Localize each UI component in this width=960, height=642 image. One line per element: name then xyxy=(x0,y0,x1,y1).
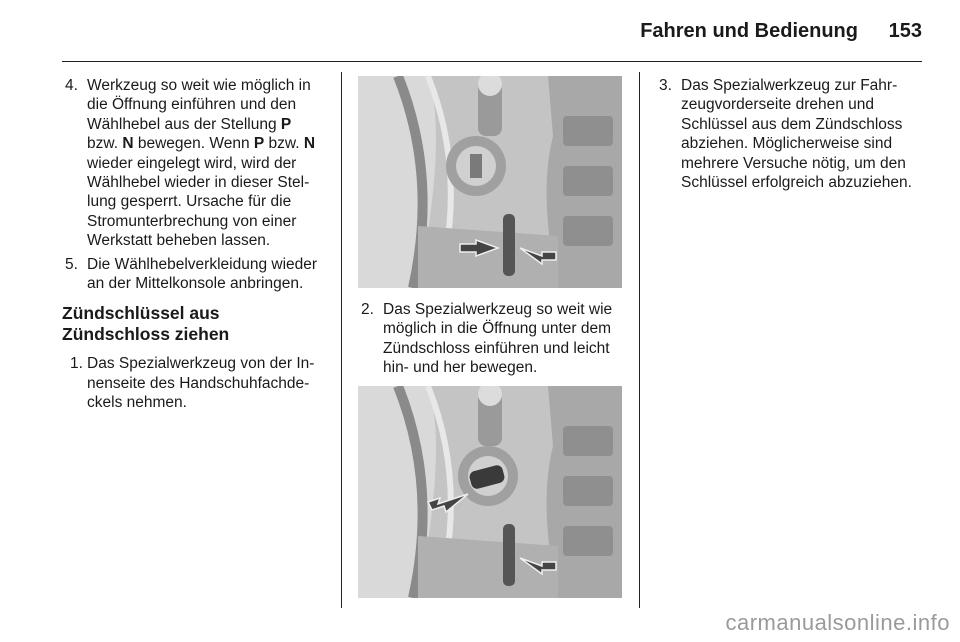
step-number: 5. xyxy=(65,255,78,273)
step-number: 3. xyxy=(659,77,672,94)
column-divider-1 xyxy=(341,72,342,608)
gear-position-p: P xyxy=(280,115,292,133)
step-3 xyxy=(656,76,922,192)
text-run: wieder eingelegt wird, wird der Wählhebel wieder in dieser Stellung gesperrt. Ursache für die Stromunterbrechung von einer Werkstatt beheben lassen. xyxy=(87,154,310,250)
step-text: Das Spezialwerkzeug so weit wie möglich in die Öffnung unter dem Zündschloss einführen und leicht hin- und her bewegen. xyxy=(383,301,613,377)
illustration-ignition-key-removal xyxy=(358,386,622,598)
step-text xyxy=(87,77,315,249)
text-run: bzw. xyxy=(264,135,304,153)
step-text: Das Spezialwerkzeug von der Innenseite des Handschuhfachdeckels nehmen. xyxy=(87,355,315,412)
step-2 xyxy=(358,300,622,378)
step-text: Das Spezialwerkzeug zur Fahrzeugvorderseite drehen und Schlüssel aus dem Zündschloss abziehen. Möglicherweise sind mehrere Versuche nötig, um den Schlüssel erfolgreich abzuziehen. xyxy=(681,77,912,192)
text-run: bzw. xyxy=(87,135,123,153)
column-2 xyxy=(358,76,622,598)
gear-position-n: N xyxy=(303,135,316,153)
step-text: Die Wählhebelverkleidung wieder an der Mittelkonsole anbringen. xyxy=(87,255,318,293)
gear-position-p: P xyxy=(253,135,265,153)
column-divider-2 xyxy=(639,72,640,608)
figure-tool-insert xyxy=(358,76,622,288)
text-run: bewegen. Wenn xyxy=(133,135,254,153)
page-title: Fahren und Bedienung xyxy=(640,20,858,42)
step-number: 1. xyxy=(70,355,83,373)
watermark: carmanualsonline.info xyxy=(725,610,950,635)
figure-key-removal xyxy=(358,386,622,598)
text-run: Werkzeug so weit wie möglich in die Öffnung einführen und den Wählhebel aus der Stellung xyxy=(87,77,311,133)
step-5 xyxy=(62,255,324,294)
step-1 xyxy=(62,354,324,412)
column-1 xyxy=(62,76,324,417)
gear-position-n: N xyxy=(122,135,134,153)
section-heading: Zündschlüssel aus Zündschloss ziehen xyxy=(62,303,230,345)
page-number: 153 xyxy=(888,20,922,42)
step-number: 4. xyxy=(65,77,78,94)
illustration-ignition-tool-insert xyxy=(358,76,622,288)
header-rule xyxy=(62,61,922,62)
page-header xyxy=(0,0,960,60)
step-number: 2. xyxy=(361,301,374,318)
step-4 xyxy=(62,76,324,251)
column-3 xyxy=(656,76,922,196)
